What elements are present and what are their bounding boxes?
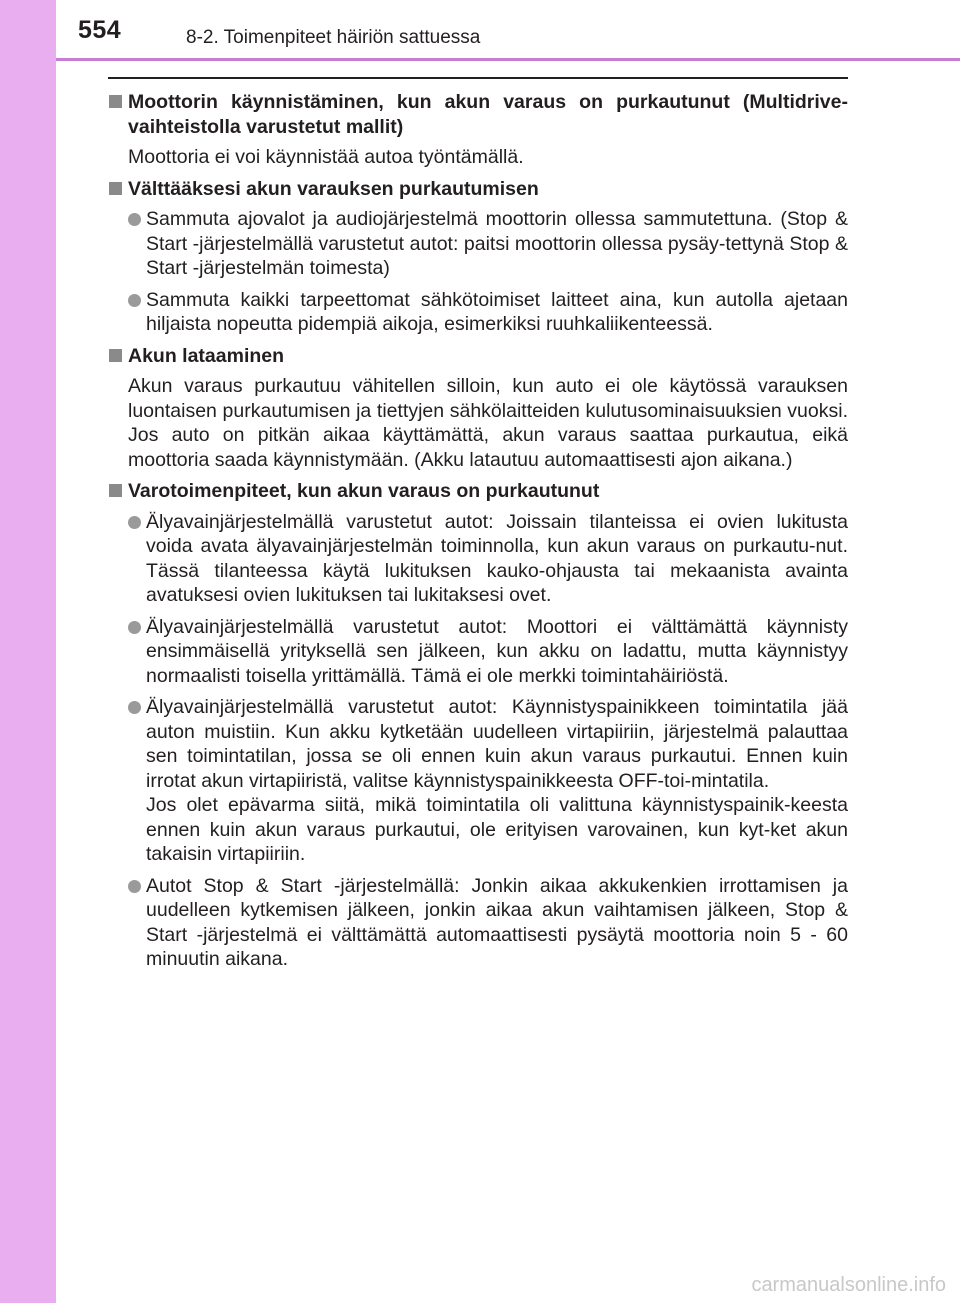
page-number: 554 <box>78 16 122 44</box>
circle-bullet-icon <box>128 294 141 307</box>
list-item: Sammuta kaikki tarpeettomat sähkötoimiset laitteet aina, kun autolla ajetaan hiljaista nopeutta pidempiä aikoja, esimerkiksi ruuhkaliikenteessä. <box>108 288 848 337</box>
square-bullet-icon <box>109 95 122 108</box>
list-item: Älyavainjärjestelmällä varustetut autot: Joissain tilanteissa ei ovien lukitusta voida avata älyavainjärjestelmän toiminnolla, kun akun varaus on purkautu-nut. Tässä tilanteessa käytä lukituksen kauko-ohjausta tai mekaanista avainta avatuksesi ovien lukituksen tai lukitaksesi ovet. <box>108 510 848 608</box>
section-precautions <box>108 479 848 972</box>
section-heading: Akun lataaminen <box>108 344 848 369</box>
list-item: Sammuta ajovalot ja audiojärjestelmä moottorin ollessa sammutettuna. (Stop & Start -järjestelmällä varustetut autot: paitsi moottorin ollessa pysäy-tettynä Stop & Start -järjestelmän toimesta) <box>108 207 848 281</box>
header-divider <box>56 58 960 61</box>
circle-bullet-icon <box>128 701 141 714</box>
circle-bullet-icon <box>128 213 141 226</box>
list-item: Älyavainjärjestelmällä varustetut autot: Moottori ei välttämättä käynnisty ensimmäisellä yrityksellä sen jälkeen, kun akku on ladattu, mutta käynnistyy normaalisti toisella yrittämällä. Tämä ei ole merkki toimintahäiriöstä. <box>108 615 848 689</box>
square-bullet-icon <box>109 349 122 362</box>
circle-bullet-icon <box>128 621 141 634</box>
content-top-rule <box>108 77 848 79</box>
section-engine-start <box>108 90 848 170</box>
list-item: Älyavainjärjestelmällä varustetut autot: Käynnistyspainikkeen toimintatila jää auton muistiin. Kun akku kytketään uudelleen virtapiiriin, järjestelmä palauttaa sen toimintatilan, jossa se oli ennen kuin akun varaus purkautui. Ennen kuin irrotat akun virtapiiristä, valitse käynnistyspainikkeesta OFF-toi-mintatila. Jos olet epävarma siitä, mikä toimintatila oli valittuna käynnistyspainik-keesta ennen kuin akun varaus purkautui, ole erityisen varovainen, kun kyt-ket akun takaisin virtapiiriin. <box>108 695 848 867</box>
list-item-continuation: Jos olet epävarma siitä, mikä toimintatila oli valittuna käynnistyspainik-keesta ennen kuin akun varaus purkautui, ole erityisen varovainen, kun kyt-ket akun takaisin virtapiiriin. <box>146 794 848 865</box>
section-heading: Moottorin käynnistäminen, kun akun varaus on purkautunut (Multidrive-vaihteistolla varustetut mallit) <box>108 90 848 139</box>
list-item: Autot Stop & Start -järjestelmällä: Jonkin aikaa akkukenkien irrottamisen ja uudelleen kytkemisen jälkeen, jonkin aikaa akun vaihtamisen jälkeen, Stop & Start -järjestelmä ei välttämättä automaattisesti pysäytä moottoria noin 5 - 60 minuutin aikana. <box>108 874 848 972</box>
manual-content <box>108 90 848 979</box>
section-charging <box>108 344 848 473</box>
section-avoid-discharge <box>108 177 848 337</box>
watermark: carmanualsonline.info <box>751 1274 946 1296</box>
section-paragraph: Akun varaus purkautuu vähitellen silloin, kun auto ei ole käytössä varauksen luontaisen purkautumisen ja tiettyjen sähkölaitteiden kulutusominaisuuksien vuoksi. Jos auto on pitkän aikaa käyttämättä, akun varaus saattaa purkautua, eikä moottoria saada käynnistymään. (Akku latautuu automaattisesti ajon aikana.) <box>128 375 848 471</box>
section-heading: Välttääksesi akun varauksen purkautumisen <box>108 177 848 202</box>
square-bullet-icon <box>109 484 122 497</box>
section-paragraph: Moottoria ei voi käynnistää autoa työntämällä. <box>128 146 524 168</box>
side-color-strip <box>0 0 56 1303</box>
section-title: 8-2. Toimenpiteet häiriön sattuessa <box>186 27 481 48</box>
circle-bullet-icon <box>128 516 141 529</box>
section-heading: Varotoimenpiteet, kun akun varaus on purkautunut <box>108 479 848 504</box>
square-bullet-icon <box>109 182 122 195</box>
circle-bullet-icon <box>128 880 141 893</box>
